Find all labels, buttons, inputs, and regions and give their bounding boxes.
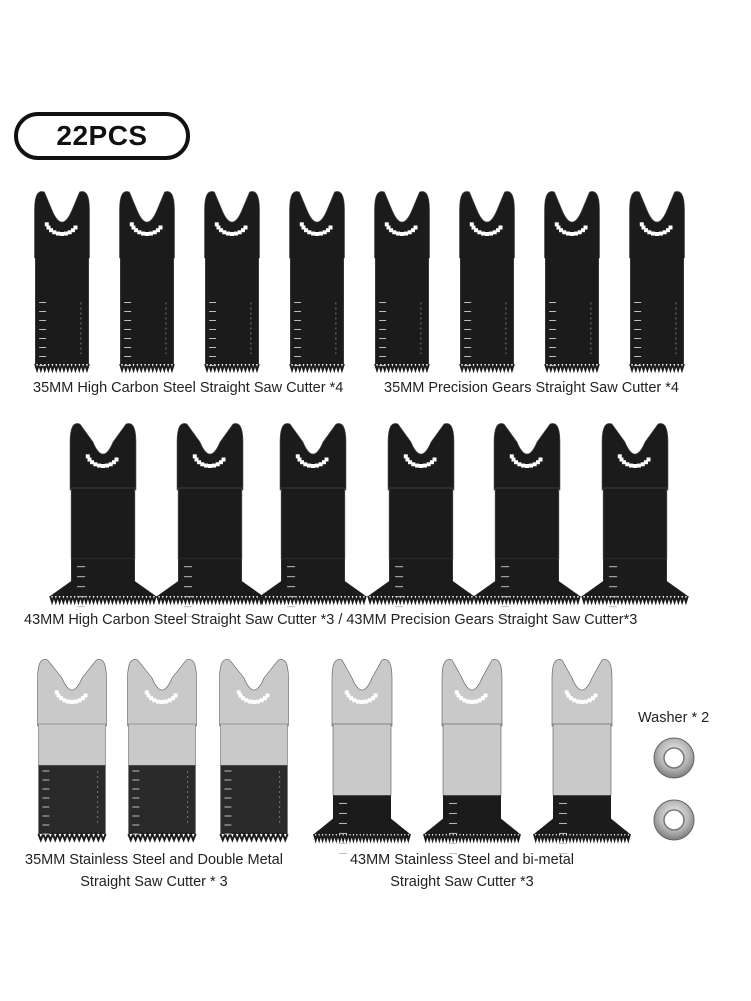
saw-blade (155, 418, 265, 604)
row3-left-caption-line2: Straight Saw Cutter * 3 (80, 874, 228, 890)
saw-blade (472, 418, 582, 604)
row1-right-caption: 35MM Precision Gears Straight Saw Cutter *4 (384, 380, 679, 396)
washer-caption: Washer * 2 (638, 710, 710, 726)
saw-blade (422, 654, 522, 842)
saw-blade (366, 418, 476, 604)
saw-blade (258, 418, 368, 604)
saw-blade (32, 654, 112, 842)
pieces-count-badge (14, 112, 190, 160)
row1-left-caption: 35MM High Carbon Steel Straight Saw Cutter *4 (33, 380, 344, 396)
saw-blade (580, 418, 690, 604)
saw-blade (115, 186, 179, 372)
washer-1 (652, 736, 696, 785)
saw-blade (30, 186, 94, 372)
row3-right-caption-line1: 43MM Stainless Steel and bi-metal (349, 852, 575, 868)
saw-blade (48, 418, 158, 604)
row3-right-caption-line2: Straight Saw Cutter *3 (390, 874, 534, 890)
saw-blade (200, 186, 264, 372)
saw-blade (455, 186, 519, 372)
row2-caption: 43MM High Carbon Steel Straight Saw Cutter *3 / 43MM Precision Gears Straight Saw Cutter*3 (24, 612, 638, 628)
washer-2 (652, 798, 696, 847)
row3-left-caption-line1: 35MM Stainless Steel and Double Metal (25, 852, 283, 868)
saw-blade (370, 186, 434, 372)
saw-blade (532, 654, 632, 842)
saw-blade (625, 186, 689, 372)
saw-blade (122, 654, 202, 842)
saw-blade (312, 654, 412, 842)
saw-blade (540, 186, 604, 372)
badge-label: 22PCS (56, 120, 148, 151)
saw-blade (214, 654, 294, 842)
saw-blade (285, 186, 349, 372)
